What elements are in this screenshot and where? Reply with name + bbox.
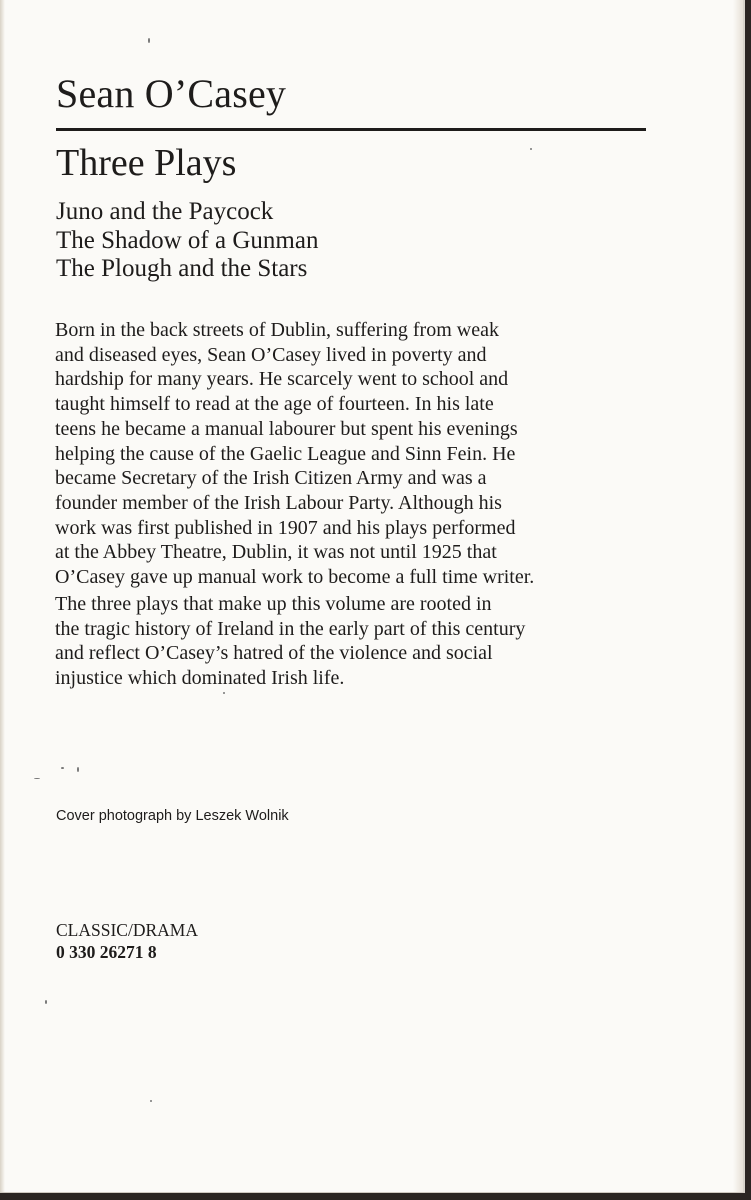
play-title: Juno and the Paycock xyxy=(56,198,274,225)
blurb-line: founder member of the Irish Labour Party. Although his xyxy=(55,491,502,514)
blurb-line: O’Casey gave up manual work to become a full time writer. xyxy=(55,566,535,589)
blurb-line: became Secretary of the Irish Citizen Army and was a xyxy=(55,467,487,490)
blurb-line: taught himself to read at the age of fourteen. In his late xyxy=(55,393,494,416)
blurb-line: and diseased eyes, Sean O’Casey lived in poverty and xyxy=(55,343,487,366)
blurb-line: hardship for many years. He scarcely went to school and xyxy=(55,368,509,391)
book-title: Three Plays xyxy=(56,142,237,184)
blurb-line: The three plays that make up this volume are rooted in xyxy=(55,593,492,615)
play-title: The Plough and the Stars xyxy=(56,255,308,282)
play-title: The Shadow of a Gunman xyxy=(56,226,319,254)
paper-speck xyxy=(223,692,225,694)
blurb-line: Born in the back streets of Dublin, suffering from weak xyxy=(55,319,499,341)
paper-speck xyxy=(150,1100,152,1102)
blurb-line: and reflect O’Casey’s hatred of the violence and social xyxy=(55,642,493,665)
blurb-line: injustice which dominated Irish life. xyxy=(55,667,345,690)
blurb-line: helping the cause of the Gaelic League and Sinn Fein. He xyxy=(55,442,516,465)
blurb-line: at the Abbey Theatre, Dublin, it was not until 1925 that xyxy=(55,541,497,564)
plays-list xyxy=(56,198,318,284)
photo-credit: Cover photograph by Leszek Wolnik xyxy=(56,808,289,824)
blurb-paragraph-1 xyxy=(55,318,655,590)
blurb-paragraph-2 xyxy=(55,592,655,691)
blurb-line: work was first published in 1907 and his plays performed xyxy=(55,516,516,539)
category-label: CLASSIC/DRAMA xyxy=(56,920,198,940)
page-edge-left xyxy=(0,0,5,1192)
isbn-number: 0 330 26271 8 xyxy=(56,942,157,962)
blurb-line: the tragic history of Ireland in the early part of this century xyxy=(55,617,526,640)
paper-speck xyxy=(530,148,532,150)
author-name: Sean O’Casey xyxy=(56,71,287,116)
paper-speck xyxy=(45,1000,47,1004)
paper-speck xyxy=(61,767,64,769)
page-edge-right xyxy=(733,0,743,1192)
title-divider xyxy=(56,128,646,131)
paper-speck xyxy=(148,38,150,43)
paper-speck xyxy=(34,778,40,779)
blurb-line: teens he became a manual labourer but spent his evenings xyxy=(55,417,518,440)
paper-speck xyxy=(77,767,79,772)
